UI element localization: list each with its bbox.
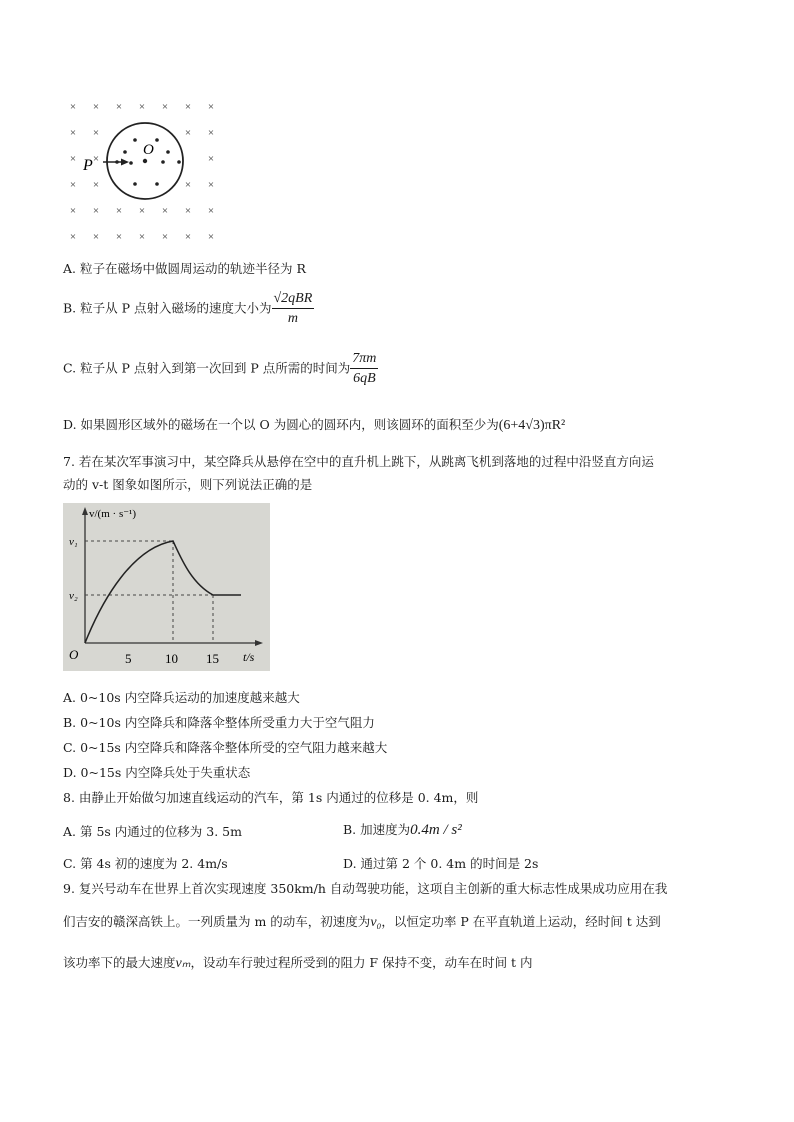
label-O: O	[143, 142, 154, 158]
velocity-arrowhead	[121, 159, 129, 166]
q8-option-b-value: 0.4m / s²	[410, 822, 462, 838]
vt-graph-svg	[63, 503, 270, 671]
q9-line3-text-b: ，设动车行驶过程所受到的阻力 F 保持不变，动车在时间 t 内	[190, 955, 533, 970]
field-cross-mark: ×	[207, 231, 215, 243]
q6-option-d-formula: (6+4√3)πR²	[498, 418, 566, 433]
q6-option-d-text: D. 如果圆形区域外的磁场在一个以 O 为圆心的圆环内，则该圆环的面积至少为	[63, 417, 499, 432]
q6-option-d	[63, 415, 565, 434]
field-cross-mark: ×	[115, 231, 123, 243]
center-point-O	[143, 159, 147, 163]
field-cross-mark: ×	[92, 101, 100, 113]
fraction-numerator: √2qBR	[272, 291, 315, 309]
magnetic-field-figure	[63, 92, 223, 244]
fraction-numerator: 7πm	[350, 351, 378, 369]
field-cross-mark: ×	[69, 101, 77, 113]
q6-option-c-fraction	[350, 351, 378, 387]
field-cross-mark: ×	[207, 127, 215, 139]
field-cross-mark: ×	[184, 127, 192, 139]
q8-option-a: A. 第 5s 内通过的位移为 3. 5m	[63, 824, 242, 839]
field-cross-mark: ×	[115, 205, 123, 217]
field-cross-mark: ×	[69, 205, 77, 217]
q9-line1: 9. 复兴号动车在世界上首次实现速度 350km/h 自动驾驶功能，这项自主创新的重大标志性成果成功应用在我	[63, 881, 668, 896]
field-dot-mark	[177, 160, 181, 164]
q6-option-a: A. 粒子在磁场中做圆周运动的轨迹半径为 R	[63, 261, 306, 276]
q8-option-b-text: B. 加速度为	[343, 822, 411, 837]
v1-label: v₁	[69, 536, 78, 548]
q7-option-b: B. 0~10s 内空降兵和降落伞整体所受重力大于空气阻力	[63, 715, 375, 730]
q7-stem-line2: 动的 v-t 图象如图所示，则下列说法正确的是	[63, 477, 313, 492]
field-cross-mark: ×	[138, 231, 146, 243]
q6-option-b-text: B. 粒子从 P 点射入磁场的速度大小为	[63, 300, 272, 316]
field-cross-mark: ×	[161, 205, 169, 217]
q7-option-d: D. 0~15s 内空降兵处于失重状态	[63, 765, 251, 780]
field-cross-mark: ×	[92, 205, 100, 217]
tick-10: 10	[165, 651, 178, 666]
field-cross-mark: ×	[184, 101, 192, 113]
field-dot-mark	[133, 138, 137, 142]
magnetic-field-svg	[63, 92, 223, 244]
q7-option-c: C. 0~15s 内空降兵和降落伞整体所受的空气阻力越来越大	[63, 740, 388, 755]
tick-15: 15	[206, 651, 219, 666]
field-cross-mark: ×	[92, 179, 100, 191]
field-cross-mark: ×	[69, 179, 77, 191]
q9-line2-text-a: 们吉安的赣深高铁上。一列质量为 m 的动车，初速度为	[63, 914, 371, 929]
q6-option-c-text: C. 粒子从 P 点射入到第一次回到 P 点所需的时间为	[63, 360, 351, 376]
q8-option-d: D. 通过第 2 个 0. 4m 的时间是 2s	[343, 856, 539, 871]
q9-line2	[63, 912, 661, 931]
field-cross-mark: ×	[207, 101, 215, 113]
field-cross-mark: ×	[69, 153, 77, 165]
q8-stem: 8. 由静止开始做匀加速直线运动的汽车，第 1s 内通过的位移是 0. 4m，则	[63, 790, 479, 805]
v2-label: v₂	[69, 590, 78, 602]
field-cross-mark: ×	[184, 231, 192, 243]
field-dot-mark	[155, 182, 159, 186]
q9-v0-symbol: v₀	[370, 915, 382, 930]
q7-option-a: A. 0~10s 内空降兵运动的加速度越来越大	[63, 690, 300, 705]
q8-option-c: C. 第 4s 初的速度为 2. 4m/s	[63, 856, 228, 871]
field-cross-mark: ×	[184, 205, 192, 217]
field-cross-mark: ×	[92, 127, 100, 139]
q9-line3	[63, 953, 533, 972]
field-cross-mark: ×	[161, 231, 169, 243]
v-axis-label: v/(m · s⁻¹)	[89, 508, 136, 520]
q6-option-b	[63, 291, 314, 327]
field-cross-mark: ×	[115, 101, 123, 113]
q8-option-b	[343, 820, 462, 839]
q7-stem-line1: 7. 若在某次军事演习中，某空降兵从悬停在空中的直升机上跳下，从跳离飞机到落地的过程中沿竖直方向运	[63, 454, 654, 469]
q9-line2-text-b: ，以恒定功率 P 在平直轨道上运动，经时间 t 达到	[381, 914, 661, 929]
field-cross-mark: ×	[138, 205, 146, 217]
label-P: P	[83, 157, 93, 174]
field-dot-mark	[129, 161, 133, 165]
origin-label: O	[69, 647, 79, 662]
t-axis-label: t/s	[243, 650, 255, 664]
tick-5: 5	[125, 651, 132, 666]
field-cross-mark: ×	[138, 101, 146, 113]
q9-line3-text-a: 该功率下的最大速度	[63, 955, 176, 970]
field-dot-mark	[155, 138, 159, 142]
field-cross-mark: ×	[207, 205, 215, 217]
field-cross-mark: ×	[207, 179, 215, 191]
q6-option-b-fraction	[272, 291, 315, 327]
fraction-denominator: 6qB	[353, 371, 376, 386]
q6-option-c	[63, 351, 378, 387]
field-cross-mark: ×	[92, 231, 100, 243]
field-dot-mark	[166, 150, 170, 154]
field-cross-mark: ×	[92, 153, 100, 165]
field-dot-mark	[161, 160, 165, 164]
field-cross-mark: ×	[161, 101, 169, 113]
field-dot-mark	[123, 150, 127, 154]
field-cross-mark: ×	[207, 153, 215, 165]
fraction-denominator: m	[287, 311, 298, 326]
field-cross-mark: ×	[69, 127, 77, 139]
field-cross-mark: ×	[69, 231, 77, 243]
field-dot-mark	[133, 182, 137, 186]
vt-graph-figure	[63, 503, 270, 671]
q9-vm-symbol: vₘ	[175, 956, 191, 971]
field-cross-mark: ×	[184, 179, 192, 191]
